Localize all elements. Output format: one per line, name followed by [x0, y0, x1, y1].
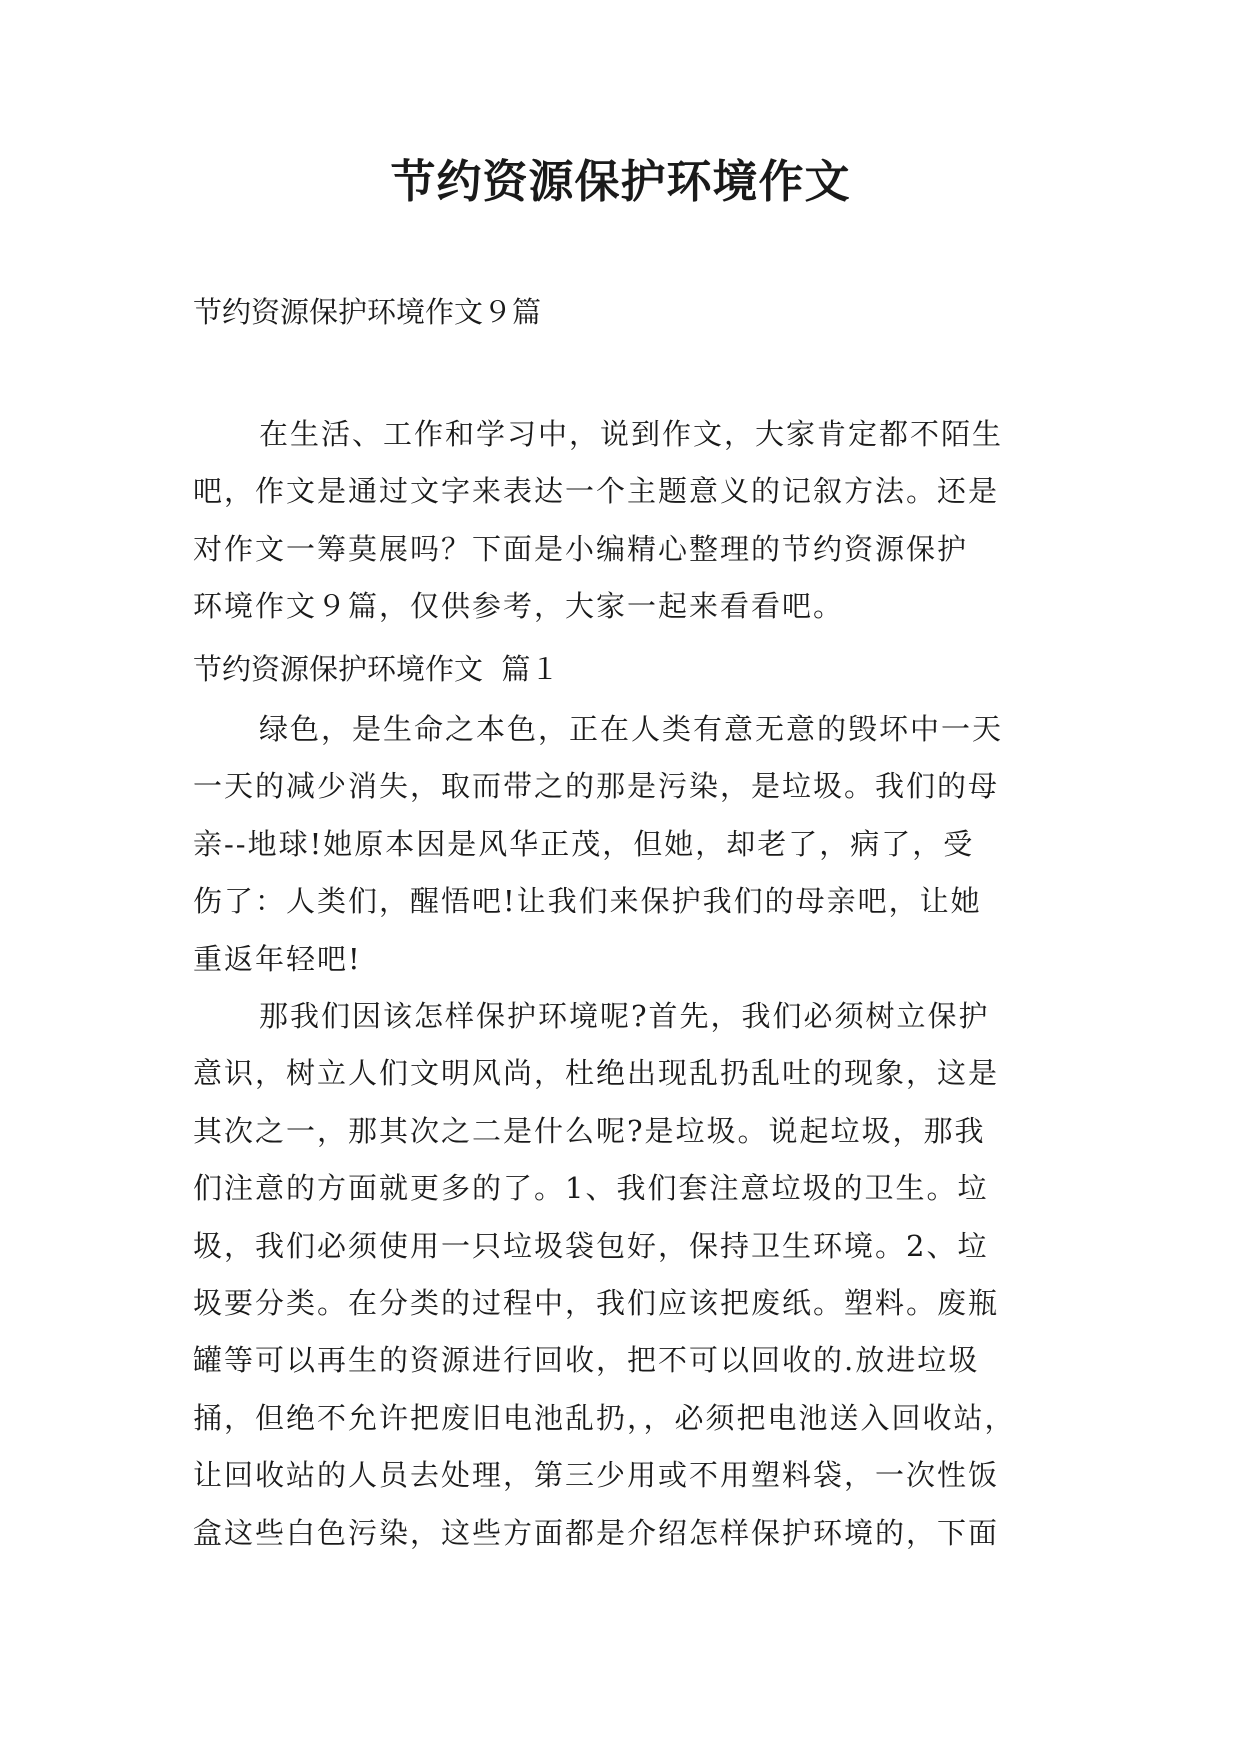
text-line: 盒这些白色污染，这些方面都是介绍怎样保护环境的，下面	[193, 1515, 1000, 1550]
text-line: 圾要分类。在分类的过程中，我们应该把废纸。塑料。废瓶	[193, 1285, 1000, 1320]
text-line: 捅，但绝不允许把废旧电池乱扔，，必须把电池送入回收站，	[193, 1400, 1016, 1435]
text-line: 罐等可以再生的资源进行回收，把不可以回收的.放进垃圾	[193, 1343, 980, 1378]
text-line: 环境作文９篇，仅供参考，大家一起来看看吧。	[193, 589, 845, 624]
text-line: 重返年轻吧!	[193, 941, 362, 976]
body-paragraph-2	[193, 988, 1053, 1562]
intro-paragraph	[193, 406, 1053, 636]
text-line: 那我们因该怎样保护环境呢?首先，我们必须树立保护	[259, 999, 990, 1033]
text-line: 在生活、工作和学习中，说到作文，大家肯定都不陌生	[259, 417, 1004, 451]
text-line: 对作文一筹莫展吗？下面是小编精心整理的节约资源保护	[193, 531, 969, 566]
document-title: 节约资源保护环境作文	[390, 155, 851, 208]
text-line: 亲--地球!她原本因是风华正茂，但她，却老了，病了，受	[193, 826, 975, 861]
text-line: 意识，树立人们文明风尚，杜绝出现乱扔乱吐的现象，这是	[193, 1056, 1000, 1091]
text-line: 一天的减少消失，取而带之的那是污染，是垃圾。我们的母	[193, 769, 1000, 804]
text-line: 们注意的方面就更多的了。1、我们套注意垃圾的卫生。垃	[193, 1171, 989, 1206]
section-heading: 节约资源保护环境作文 篇１	[193, 652, 560, 686]
document-subtitle: 节约资源保护环境作文９篇	[193, 295, 542, 329]
text-line: 绿色，是生命之本色，正在人类有意无意的毁坏中一天	[259, 712, 1004, 746]
text-line: 圾，我们必须使用一只垃圾袋包好，保持卫生环境。2、垃	[193, 1228, 989, 1263]
text-line: 其次之一，那其次之二是什么呢?是垃圾。说起垃圾，那我	[193, 1113, 986, 1148]
text-line: 吧，作文是通过文字来表达一个主题意义的记叙方法。还是	[193, 474, 1000, 509]
text-line: 伤了：人类们，醒悟吧!让我们来保护我们的母亲吧，让她	[193, 884, 982, 919]
body-paragraph-1	[193, 701, 1053, 988]
text-line: 让回收站的人员去处理，第三少用或不用塑料袋，一次性饭	[193, 1458, 1000, 1493]
